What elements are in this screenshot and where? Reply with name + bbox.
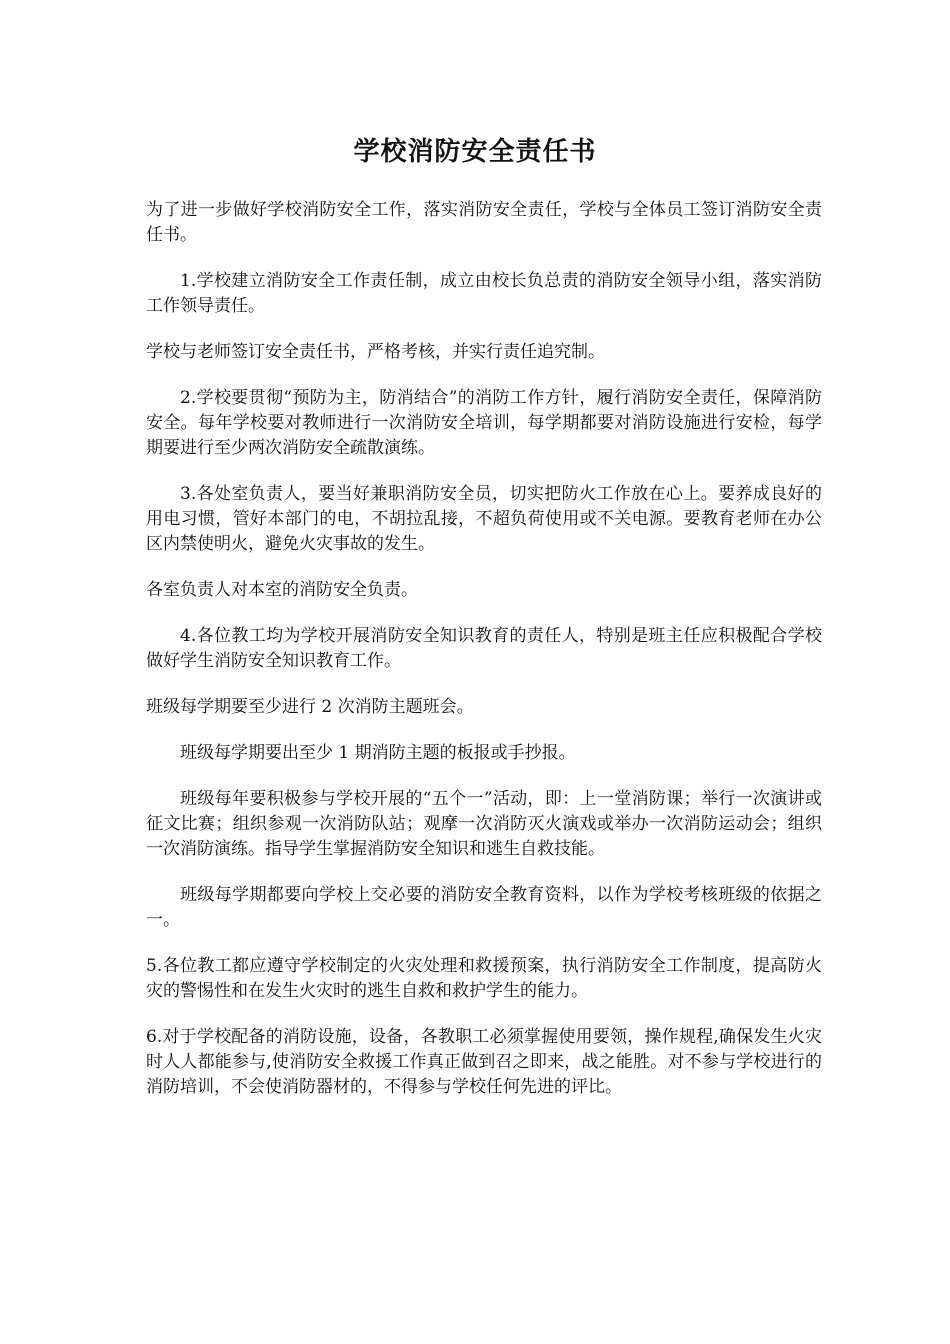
paragraph: 6.对于学校配备的消防设施，设备，各教职工必须掌握使用要领，操作规程,确保发生火灾时人人都能参与,使消防安全救援工作真正做到召之即来，战之能胜。对不参与学校进行的消防培训，不会使消防器材的，不得参与学校任何先进的评比。: [146, 1027, 822, 1097]
paragraph: 1.学校建立消防安全工作责任制，成立由校长负总责的消防安全领导小组，落实消防工作领导责任。: [146, 271, 822, 316]
paragraph: 4.各位教工均为学校开展消防安全知识教育的责任人，特别是班主任应积极配合学校做好学生消防安全知识教育工作。: [146, 626, 822, 671]
paragraph: 学校与老师签订安全责任书，严格考核，并实行责任追究制。: [146, 342, 605, 362]
paragraph: 各室负责人对本室的消防安全负责。: [146, 580, 418, 600]
paragraph: 5.各位教工都应遵守学校制定的火灾处理和救援预案，执行消防安全工作制度，提高防火灾的警惕性和在发生火灾时的逃生自救和救护学生的能力。: [146, 956, 822, 1001]
document-title: 学校消防安全责任书: [353, 137, 597, 167]
paragraph: 班级每年要积极参与学校开展的“五个一”活动，即：上一堂消防课；举行一次演讲或征文比赛；组织参观一次消防队站；观摩一次消防灭火演戏或举办一次消防运动会；组织一次消防演练。指导学生掌握消防安全知识和逃生自救技能。: [146, 789, 822, 859]
paragraph: 班级每学期都要向学校上交必要的消防安全教育资料，以作为学校考核班级的依据之一。: [146, 885, 822, 930]
paragraph: 2.学校要贯彻“预防为主，防消结合”的消防工作方针，履行消防安全责任，保障消防安全。每年学校要对教师进行一次消防安全培训，每学期都要对消防设施进行安检，每学期要进行至少两次消防安全疏散演练。: [146, 388, 822, 458]
paragraph: 为了进一步做好学校消防安全工作，落实消防安全责任，学校与全体员工签订消防安全责任书。: [146, 200, 822, 245]
paragraph: 班级每学期要出至少 1 期消防主题的板报或手抄报。: [180, 743, 576, 763]
paragraph: 班级每学期要至少进行 2 次消防主题班会。: [146, 697, 474, 717]
document-body: [146, 198, 822, 1121]
paragraph: 3.各处室负责人，要当好兼职消防安全员，切实把防火工作放在心上。要养成良好的用电习惯，管好本部门的电，不胡拉乱接，不超负荷使用或不关电源。要教育老师在办公区内禁使明火，避免火灾事故的发生。: [146, 484, 822, 554]
